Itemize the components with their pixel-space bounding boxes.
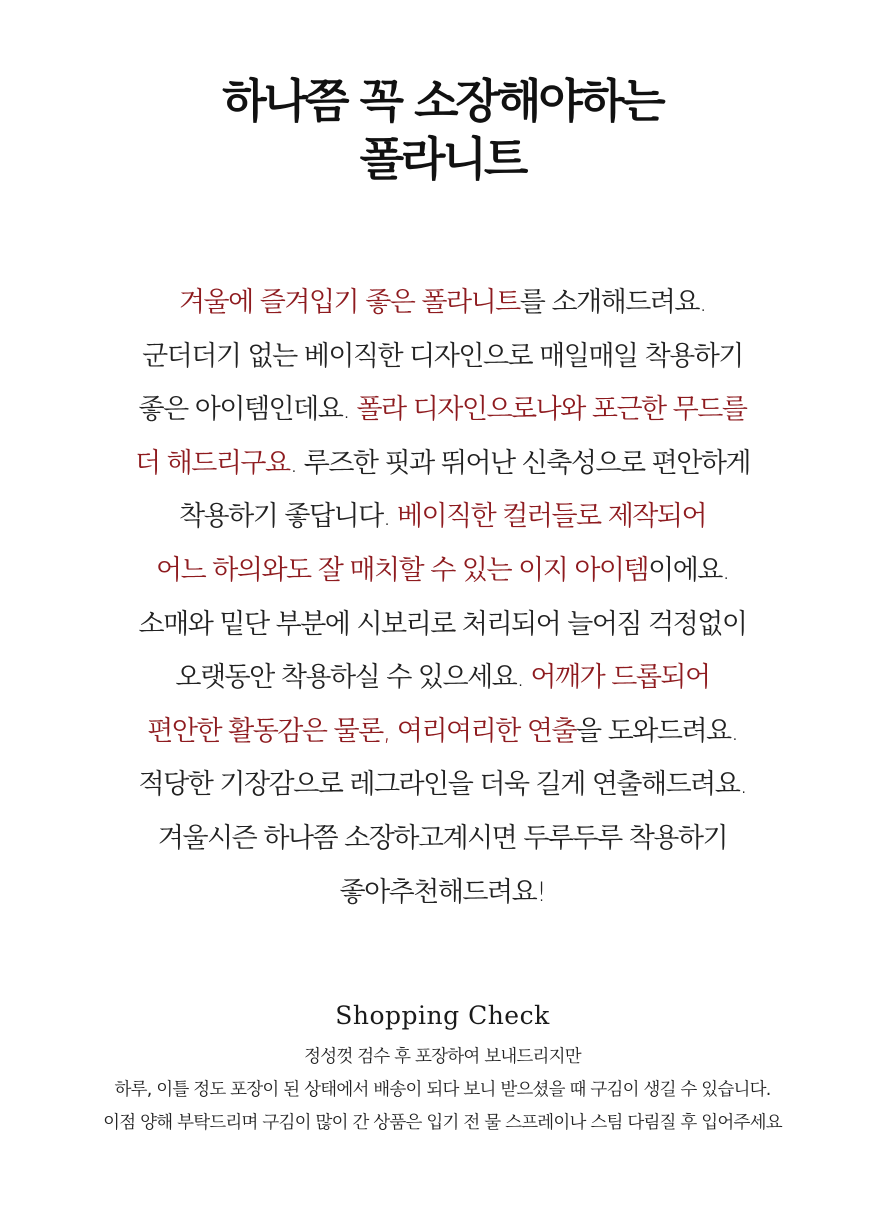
page-title-line-1: 하나쯤 꼭 소장해야하는: [222, 74, 663, 128]
description-line: [0, 437, 885, 491]
description-line: [0, 651, 885, 705]
description-text: 소매와 밑단 부분에 시보리로 처리되어 늘어짐 걱정없이: [138, 608, 747, 640]
description-line: [0, 812, 885, 866]
description-text: . 루즈한 핏과 뛰어난 신축성으로 편안하게: [289, 447, 750, 479]
description-line: [0, 705, 885, 759]
description-highlight-text: 베이직한 컬러들로 제작되어: [396, 501, 707, 533]
description-highlight-text: 편안한 활동감은 물론, 여리여리한 연출: [147, 715, 577, 747]
description-highlight-text: 어느 하의와도 잘 매치할 수 있는 이지 아이템: [156, 554, 649, 586]
shopping-check-heading: Shopping Check: [335, 1001, 550, 1030]
description-line: [0, 598, 885, 652]
description-text: 좋은 아이템인데요.: [138, 394, 357, 426]
shopping-check-line: 정성껏 검수 후 포장하여 보내드리지만: [304, 1047, 581, 1067]
description-line: [0, 866, 885, 920]
page-title: [0, 72, 885, 188]
description-highlight-text: 더 해드리구요: [135, 447, 290, 479]
description-line: [0, 490, 885, 544]
page-title-line-2: 폴라니트: [359, 132, 526, 186]
description-line: [0, 330, 885, 384]
description-highlight-text: 겨울에 즐겨입기 좋은 폴라니트: [178, 287, 520, 318]
description-line: [0, 383, 885, 437]
description-text: 을 도와드려요.: [576, 715, 738, 747]
shopping-check-line: 이점 양해 부탁드리며 구김이 많이 간 상품은 입기 전 물 스프레이나 스팀 다림질 후 입어주세요: [103, 1113, 782, 1133]
description-text: 적당한 기장감으로 레그라인을 더욱 길게 연출해드려요.: [138, 769, 747, 801]
description-line: [0, 758, 885, 812]
description-text: 를 소개해드려요.: [519, 287, 707, 318]
description-text: 좋아추천해드려요!: [339, 876, 546, 908]
description-text: 겨울시즌 하나쯤 소장하고계시면 두루두루 착용하기: [157, 822, 728, 854]
description-highlight-text: 폴라 디자인으로나와 포근한 무드를: [356, 394, 747, 426]
description-line: [0, 276, 885, 330]
description-text: 군더더기 없는 베이직한 디자인으로 매일매일 착용하기: [142, 340, 743, 372]
shopping-check-notice: [0, 1041, 885, 1140]
description-text: 착용하기 좋답니다.: [178, 501, 397, 533]
description-text: 이에요.: [648, 554, 729, 586]
description-text: 오랫동안 착용하실 수 있으세요.: [175, 662, 531, 694]
description-highlight-text: 어깨가 드롭되어: [530, 662, 710, 694]
product-description: [0, 276, 885, 919]
description-line: [0, 544, 885, 598]
shopping-check-line: 하루, 이틀 정도 포장이 된 상태에서 배송이 되다 보니 받으셨을 때 구김이 생길 수 있습니다.: [114, 1080, 771, 1100]
